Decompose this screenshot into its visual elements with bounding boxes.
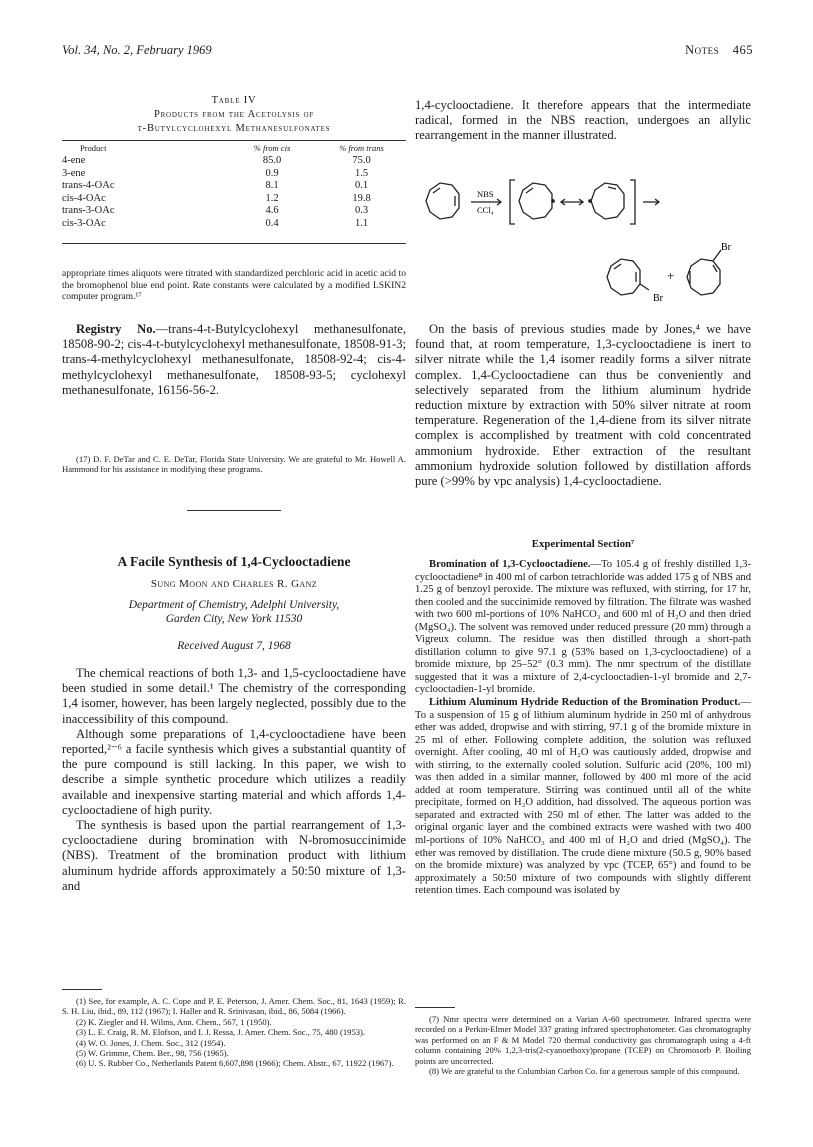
intro-paragraph-1: The chemical reactions of both 1,3- and 1,5-cyclooctadiene have been studied in some detail.¹ The chemistry of the corresponding 1,4 isomer, however, has been largely neglected, possibly due to the inaccessibility of this compound. <box>62 666 406 726</box>
registry-text: —trans-4-t-Butylcyclohexyl methanesulfonate, 18508-90-2; cis-4-t-butylcyclohexyl methanesulfonate, 18508-91-3; trans-4-methylcyclohexyl methanesulfonate, 18508-92-4; cis-4-methylcyclohexyl methanesulfonate, 18508-93-5; cyclohexyl methanesulfonate, 16156-56-2. <box>62 322 406 397</box>
product-cell: cis-3-OAc <box>62 217 106 229</box>
percent-cell: 0.9 <box>265 167 279 179</box>
right-footnotes <box>415 1014 751 1076</box>
lah-paragraph: Lithium Aluminum Hydride Reduction of the Bromination Product.—To a suspension of 15 g of lithium aluminum hydride in 250 ml of anhydrous ether was added, dropwise and with stirring, 97.1 g of the bromide mixture in 25 ml of ether. Following complete addition, the solution was refluxed overnight. After cooling, 40 ml of H₂O was cautiously added, dropwise and with stirring, to the externally cooled solution. Sulfuric acid (20%, 100 ml) was then added in a similar manner, followed by 400 ml more of the acid added at room temperature. Stirring was continued until all of the white precipitate, formed on H₂O addition, had dissolved. The aqueous portion was separated and extracted with 250 ml of ether. The latter was added to the original organic layer and the combined extracts were washed with two 400 ml-portions of 10% NaHCO₃ and 400 ml of H₂O and dried (MgSO₄). The ether was removed by distillation. The crude diene mixture (50.5 g, 90% based on the bromide mixture) was analyzed by vpc (TCEP, 65°) and found to be approximately a 50:50 mixture of two compounds with slightly different retention times. Each compound was isolated by <box>415 697 751 897</box>
plus-sign: + <box>667 268 675 283</box>
product-cell: trans-4-OAc <box>62 180 115 192</box>
table-title-line2: t-Butylcyclohexyl Methanesulfonates <box>137 123 331 134</box>
footnote-rule-right <box>415 1007 455 1008</box>
table-header-row <box>62 142 406 155</box>
intro-paragraph-2: Although some preparations of 1,4-cyclooctadiene have been reported,²⁻⁶ a facile synthesis which gives a substantial quantity of the pure compound is still lacking. In this paper, we wish to describe a simple synthetic procedure which utilizes a readily available and inexpensive starting material and which affords 1,4-cyclooctadiene of high purity. <box>62 726 406 817</box>
percent-cell: 8.1 <box>265 180 279 192</box>
reagent-label-bottom: CCl₄ <box>477 205 494 215</box>
article-body <box>62 666 406 894</box>
jones-paragraph: On the basis of previous studies made by Jones,⁴ we have found that, at room temperature, 1,3-cyclooctadiene is inert to silver nitrate while the 1,4 isomer readily forms a silver nitrate complex. 1,4-Cyclooctadiene can thus be conveniently and selectively separated from the lithium aluminum hydride reduction mixture by extraction with 50% silver nitrate at room temperature. Regeneration of the 1,4-diene from its silver nitrate complex is accomplished by treatment with cold concentrated ammonium hydroxide. Ether extraction of the resultant ammonium hydroxide solution followed by distillation affords pure (>99% by vpc analysis) 1,4-cyclooctadiene. <box>415 322 751 489</box>
page-number: 465 <box>732 43 753 57</box>
table-row <box>62 205 406 218</box>
table-col-header: % from cis <box>253 143 291 153</box>
footnote: (2) K. Ziegler and H. Wilms, Ann. Chem., 567, 1 (1950). <box>76 1016 272 1027</box>
bromination-paragraph: Bromination of 1,3-Cyclooctadiene.—To 105.4 g of freshly distilled 1,3-cyclooctadiene⁸ in 400 ml of carbon tetrachloride was added 175 g of NBS and 1.25 g of benzoyl peroxide. The mixture was refluxed, with stirring, for 17 hr, then cooled and the succinimide removed by filtration. The filtrate was washed with two 600 ml-portions of 10% NaHCO₃ and 600 ml of H₂O and then dried (MgSO₄). The solvent was removed under reduced pressure (20 mm) through a Vigreux column. The residue was then distilled through a short-path distillation column to give 97.1 g (53% based on 1,3-cyclooctadiene) of a bromide mixture, bp 25–52° (0.3 mm). The nmr spectrum of the distillate suggested that it was a mixture of 2,4-cyclooctadien-1-yl bromide and 2,7-cyclooctadien-1-yl bromide. <box>415 559 752 696</box>
footnote: (4) W. O. Jones, J. Chem. Soc., 312 (1954). <box>76 1037 226 1048</box>
table-col-header: Product <box>80 143 107 153</box>
percent-cell: 75.0 <box>352 155 371 166</box>
right-top-paragraph: 1,4-cyclooctadiene. It therefore appears that the intermediate radical, formed in the NBS reaction, undergoes an allylic rearrangement in the manner illustrated. <box>415 98 751 143</box>
table-bottom-rule <box>62 243 406 244</box>
experimental-section <box>415 559 751 898</box>
table-top-rule <box>62 140 406 141</box>
received-date: Received August 7, 1968 <box>177 640 291 652</box>
percent-cell: 0.4 <box>265 217 279 229</box>
table-col-header: % from trans <box>339 143 384 153</box>
radical-ring <box>519 183 552 219</box>
article-separator <box>187 510 281 511</box>
percent-cell: 85.0 <box>262 155 282 166</box>
footnote: (6) U. S. Rubber Co., Netherlands Patent 6,607,898 (1966); Chem. Abstr., 67, 11922 (1967). <box>76 1058 394 1069</box>
percent-cell: 1.2 <box>265 192 279 204</box>
reaction-scheme <box>415 166 751 306</box>
products-table <box>62 142 406 231</box>
radical-ring <box>591 183 624 219</box>
table-label: Table IV <box>211 95 257 106</box>
article-affiliation: Department of Chemistry, Adelphi University, Garden City, New York 11530 <box>128 599 340 625</box>
header-section-label: Notes <box>685 43 720 57</box>
article-authors: Sung Moon and Charles R. Ganz <box>150 578 318 590</box>
table-row <box>62 180 406 193</box>
intro-paragraph-3: The synthesis is based upon the partial rearrangement of 1,3-cyclooctadiene during bromination with N-bromosuccinimide (NBS). Treatment of the bromination product with lithium aluminum hydride affords approximately a 50:50 mixture of 1,3- and <box>62 818 406 893</box>
table-row <box>62 155 406 168</box>
product-cell: 4-ene <box>62 155 86 166</box>
percent-cell: 1.1 <box>354 217 369 229</box>
percent-cell: 1.5 <box>354 167 369 179</box>
table-row <box>62 168 406 181</box>
running-header-left: Vol. 34, No. 2, February 1969 <box>62 43 212 57</box>
article-title: A Facile Synthesis of 1,4-Cyclooctadiene <box>117 554 351 569</box>
left-column <box>62 94 406 136</box>
footnote: (5) W. Grimme, Chem. Ber., 98, 756 (1965). <box>76 1048 229 1059</box>
footnote: (3) L. E. Craig, R. M. Elofson, and I. J. Ressa, J. Amer. Chem. Soc., 75, 480 (1953). <box>76 1027 366 1038</box>
table-title-line1: Products from the Acetolysis of <box>153 109 315 120</box>
bromine-label: Br <box>653 293 663 304</box>
left-footnotes <box>62 996 406 1069</box>
footnote: (7) Nmr spectra were determined on a Varian A-60 spectrometer. Infrared spectra were recorded on a Perkin-Elmer Model 337 grating infrared spectrophotometer. Gas chromatography was performed on an F & M Model 720 thermal conductivity gas chromatograph using a 4-ft column containing 20% 1,2,3-tris(2-cyanoethoxy)propane (TCEP) on Chromosorb P. Boiling points are uncorrected. <box>415 1014 751 1066</box>
table-row <box>62 193 406 206</box>
product-cell: trans-3-OAc <box>62 205 115 217</box>
acetolysis-paragraph: appropriate times aliquots were titrated with standardized perchloric acid in acetic acid to the bromophenol blue end point. Rate constants were calculated by a modified LSKIN2 computer program.¹⁷ <box>62 268 406 303</box>
percent-cell: 4.6 <box>265 205 279 217</box>
reagent-label-top: NBS <box>477 189 494 199</box>
percent-cell: 0.1 <box>354 180 369 192</box>
table-row <box>62 218 406 231</box>
running-header-right <box>685 43 753 58</box>
footnote: (1) See, for example, A. C. Cope and P. E. Peterson, J. Amer. Chem. Soc., 81, 1643 (1959); R. S. H. Liu, ibid., 89, 112 (1967); I. Haller and R. Srinivasan, ibid., 86, 5084 (1966). <box>62 996 406 1017</box>
percent-cell: 0.3 <box>354 205 369 217</box>
bromine-label: Br <box>721 242 731 253</box>
registry-label: Registry No. <box>76 322 156 336</box>
footnote-rule-left <box>62 989 102 990</box>
percent-cell: 19.8 <box>352 192 371 204</box>
cyclooctadiene-ring <box>426 183 459 219</box>
footnote: (8) We are grateful to the Columbian Carbon Co. for a generous sample of this compound. <box>429 1066 740 1077</box>
bromide-product-ring <box>607 259 640 295</box>
product-cell: cis-4-OAc <box>62 192 106 204</box>
registry-paragraph <box>62 322 406 398</box>
bromide-product-ring <box>687 259 720 295</box>
experimental-heading: Experimental Section⁷ <box>531 538 635 550</box>
footnote-17: (17) D. F. DeTar and C. E. DeTar, Florida State University. We are grateful to Mr. Howell A. Hammond for his assistance in modifying these programs. <box>62 454 406 475</box>
product-cell: 3-ene <box>62 167 86 179</box>
